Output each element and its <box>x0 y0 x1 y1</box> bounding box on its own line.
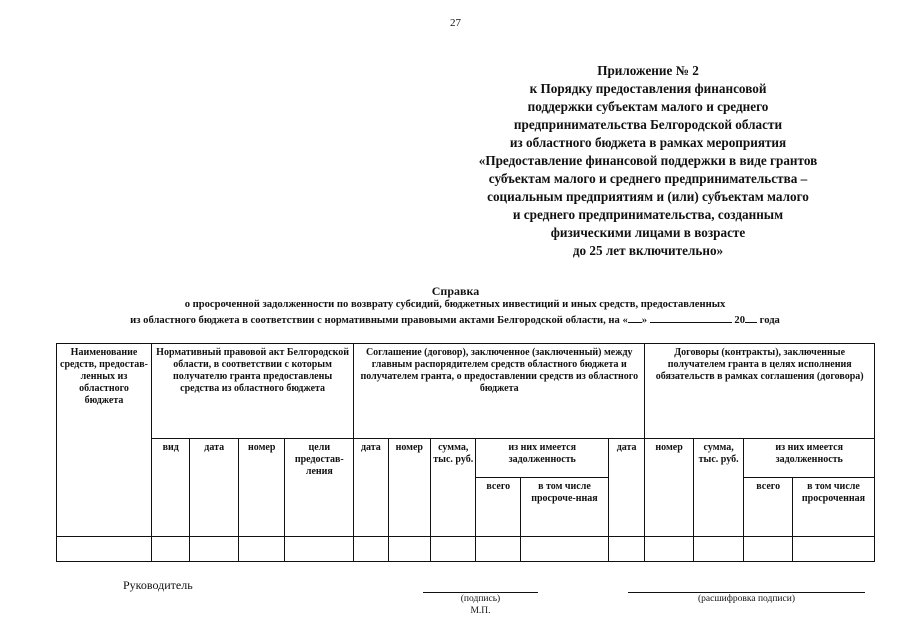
appendix-line: Приложение № 2 <box>597 63 699 78</box>
table-cell[interactable] <box>238 537 285 562</box>
subtitle-text-c: 20 <box>734 315 745 326</box>
appendix-line: предпринимательства Белгородской области <box>513 117 783 132</box>
day-blank <box>628 312 642 323</box>
act-date-header: дата <box>190 439 239 537</box>
appendix-line: «Предоставление финансовой поддержки в виде грантов <box>478 153 818 168</box>
appendix-line: социальным предприятиям и (или) субъектам малого <box>487 189 809 204</box>
stamp-caption: М.П. <box>470 606 491 616</box>
appendix-line: до 25 лет включительно» <box>572 243 724 258</box>
appendix-line: к Порядку предоставления финансовой <box>529 81 767 96</box>
agreement-debt-overdue-header: в том числе просроче-нная <box>520 478 608 537</box>
table-cell[interactable] <box>285 537 354 562</box>
act-type-header: вид <box>152 439 190 537</box>
agreement-debt-total-header: всего <box>476 478 520 537</box>
page-number: 27 <box>450 17 461 29</box>
table-row <box>57 537 875 562</box>
table-cell[interactable] <box>388 537 430 562</box>
year-blank <box>745 312 757 323</box>
appendix-line: физическими лицами в возрасте <box>550 225 746 240</box>
appendix-line: субъектам малого и среднего предпринимательства – <box>488 171 808 186</box>
agreement-header: Соглашение (договор), заключенное (заключенный) между главным распорядителем средств областного бюджета и получателем гранта, о предоставлении средств из областного бюджета <box>354 344 645 439</box>
table-cell[interactable] <box>431 537 476 562</box>
agreement-date2-header: дата <box>608 439 644 537</box>
contract-debt-total-header: всего <box>744 478 793 537</box>
table-cell[interactable] <box>744 537 793 562</box>
head-label: Руководитель <box>123 578 193 592</box>
table-cell[interactable] <box>190 537 239 562</box>
signature-caption: (подпись) <box>460 594 501 604</box>
contract-debt-overdue-header: в том числе просроченная <box>792 478 874 537</box>
report-subtitle-line1: о просроченной задолженности по возврату субсидий, бюджетных инвестиций и иных средств, предоставленных <box>184 299 726 310</box>
signature-line <box>423 592 538 593</box>
act-purpose-header: цели предостав-ления <box>285 439 354 537</box>
appendix-header <box>430 62 866 260</box>
agreement-number-header: номер <box>388 439 430 537</box>
contract-number-header: номер <box>645 439 694 537</box>
table-cell[interactable] <box>57 537 152 562</box>
agreement-amount-header: сумма, тыс. руб. <box>431 439 476 537</box>
table-cell[interactable] <box>152 537 190 562</box>
table-cell[interactable] <box>354 537 388 562</box>
decoding-line <box>628 592 865 593</box>
decoding-caption: (расшифровка подписи) <box>698 594 795 604</box>
report-table <box>56 343 875 562</box>
agreement-date-header: дата <box>354 439 388 537</box>
month-blank <box>650 312 732 323</box>
report-title: Справка <box>431 284 480 298</box>
contracts-header: Договоры (контракты), заключенные получателем гранта в целях исполнения обязательств в рамках соглашения (договора) <box>645 344 875 439</box>
table-cell[interactable] <box>476 537 520 562</box>
appendix-line: поддержки субъектам малого и среднего <box>527 99 769 114</box>
table-cell[interactable] <box>693 537 744 562</box>
appendix-line: из областного бюджета в рамках мероприятия <box>509 135 787 150</box>
contract-amount-header: сумма, тыс. руб. <box>693 439 744 537</box>
agreement-debt-header: из них имеется задолженность <box>476 439 608 478</box>
table-cell[interactable] <box>645 537 694 562</box>
table-cell[interactable] <box>608 537 644 562</box>
table-cell[interactable] <box>792 537 874 562</box>
appendix-line: и среднего предпринимательства, созданным <box>512 207 784 222</box>
contract-debt-header: из них имеется задолженность <box>744 439 875 478</box>
subtitle-text-a: из областного бюджета в соответствии с нормативными правовыми актами Белгородской области, на « <box>130 315 628 326</box>
subtitle-text-b: » <box>641 315 648 326</box>
funds-name-header: Наименование средств, предостав-ленных из областного бюджета <box>57 344 152 537</box>
legal-act-header: Нормативный правовой акт Белгородской области, в соответствии с которым получателю гранта предоставлены средства из областного бюджета <box>152 344 354 439</box>
report-subtitle <box>40 298 870 328</box>
report-subtitle-line2 <box>40 312 870 328</box>
subtitle-text-d: года <box>759 315 780 326</box>
act-number-header: номер <box>238 439 285 537</box>
table-cell[interactable] <box>520 537 608 562</box>
